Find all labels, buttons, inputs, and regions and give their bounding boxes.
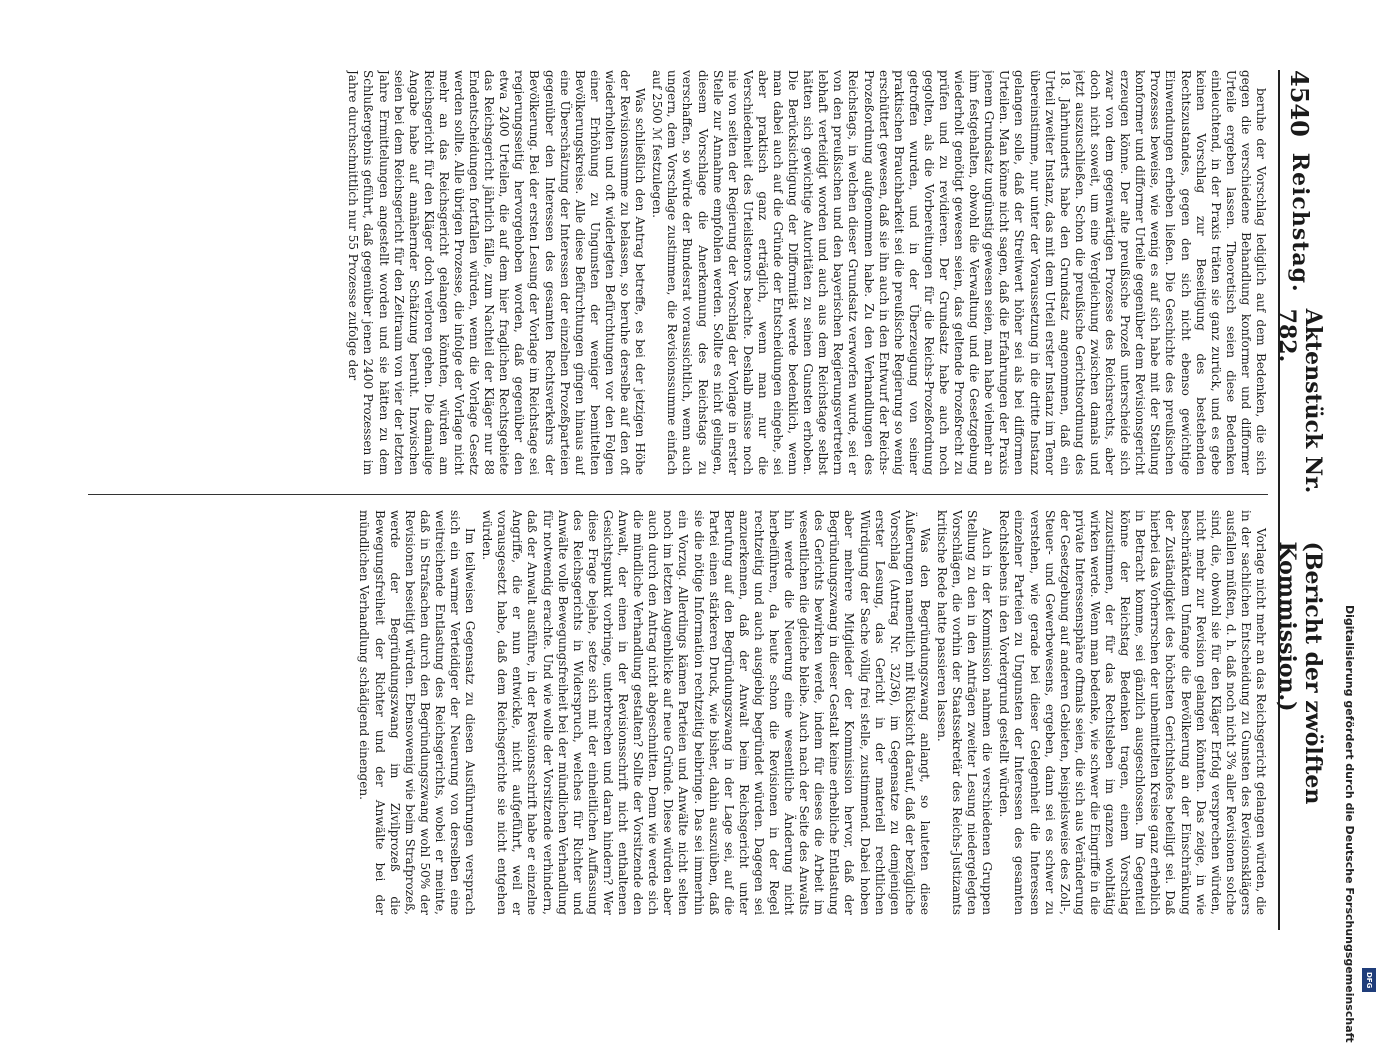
paragraph: Im teilweisen Gegensatz zu diesen Ausführungen versprach sich ein warmer Verteidiger der Neuerung von derselben eine weitreichende Entlastung des Reichsgerichts, wobei er meinte, daß in Strafsachen durch den Begründungszwang wohl 50% der Revisionen beseitigt würden. Ebensowenig wie beim Strafprozeß, werde der Begründungszwang im Zivilprozeß die Bewegungsfreiheit der Richter und der Anwälte bei der mündlichen Verhandlung schädigend einengen. [357,510,478,915]
page-number: 4540 [1285,70,1315,137]
digitization-credit: Digitalisierung gefördert durch die Deutsche Forschungsgemeinschaft [1343,605,1356,1043]
section-title: (Bericht der zwölften Kommission.) [1274,541,1326,805]
right-column [88,510,1268,915]
paragraph: Auch in der Kommission nahmen die verschiedenen Gruppen Stellung zu den in den Anträgen zweiter Lesung niedergelegten Vorschlägen, die vorhin der Staatssekretär des Reichs-Justizamts kritische Rede hatte passieren lassen. [935,510,995,915]
paragraph: Vorlage nicht mehr an das Reichsgericht gelangen würden, die in der sachlichen Entscheidung zu Gunsten des Revisionsklägers ausfallen müßten, d. h. daß noch nicht 3% aller Revisionen solche sind, die, obwohl sie für den Kläger Erfolg versprechen würden, nicht mehr zur Revision gelangen könnten. Das zeige, in wie beschränktem Umfange die Bevölkerung an der Einschränkung der Zuständigkeit des höchsten Gerichtshofes beteiligt sei. Daß hierbei das Vorherrschen der unbemittelten Kreise ganz erheblich in Betracht komme, sei gänzlich ausgeschlossen. Im Gegenteil könne der Reichstag Bedenken tragen, einem Vorschlag zuzustimmen, der für das Rechtsleben im ganzen wohltätig wirken werde. Wenn man bedenke, wie schwer die Eingriffe in die private Interessensphäre oftmals seien, die sich aus Veränderung der Gesetzgebung auf anderen Gebieten, beispielsweise des Zoll-, Steuer- und Gewerbewesens, ergeben, dann sei es schwer zu verstehen, wie gerade bei dieser Gelegenheit die Interessen einzelner Parteien zu Ungunsten der Interessen des gesamten Rechtslebens in den Vordergrund gestellt würden. [997,510,1268,915]
page-header [1274,70,1326,930]
document-title: Aktenstück Nr. 782. [1274,308,1326,494]
column-divider [88,494,1268,495]
journal-title: Reichstag. [1287,152,1313,293]
dfg-logo: DFG [1362,968,1376,992]
paragraph: beruhe der Vorschlag lediglich auf dem Bedenken, die sich gegen die verschiedene Behandlung konformer und difformer Urteile ergeben lassen. Theoretisch seien diese Bedenken einleuchtend, in der Praxis träten sie ganz zurück, und es gebe keinen Vorschlag zur Beseitigung des bestehenden Rechtszustandes, gegen den sich nicht ebenso gewichtige Einwendungen erheben ließen. Die Geschichte des preußischen Prozesses beweise, wie wenig es auf sich habe mit der Stellung konformer und difformer Urteile gegenüber dem Revisionsgericht erzeugen könne. Der alte preußische Prozeß unterscheide sich zwar von dem gegenwärtigen Prozesse des Reichsrechts, aber doch nicht soweit, um eine Vergleichung zwischen damals und jetzt auszuschließen. Schon die preußische Gerichtsordnung des 18. Jahrhunderts habe den Grundsatz angenommen, daß ein Urteil zweiter Instanz, das mit dem Urteil erster Instanz im Tenor übereinstimme, nur unter der Voraussetzung in die dritte Instanz gelangen solle, daß der Streitwert höher sei als bei difformen Urteilen. Man könne nicht sagen, daß die Erfahrungen der Praxis jenem Grundsatz ungünstig gewesen seien, man habe vielmehr an ihm festgehalten, obwohl die Verwaltung und die Gesetzgebung wiederholt genötigt gewesen seien, das geltende Prozeßrecht zu prüfen und zu revidieren. Der Grundsatz habe auch noch gegolten, als die Vorbereitungen für die Reichs-Prozeßordnung getroffen wurden, und in der Überzeugung von seiner praktischen Brauchbarkeit sei die preußische Regierung so wenig erschüttert gewesen, daß sie ihn auch in den Entwurf der Reichs-Prozeßordnung aufgenommen habe. Zu den Verhandlungen des Reichstags, in welchen dieser Grundsatz verworfen wurde, sei er von den preußischen und den bayerischen Regierungsvertretern lebhaft verteidigt worden und auch aus dem Reichstage selbst hätten sich gewichtige Autoritäten zu seinen Gunsten erhoben. Die Berücksichtigung der Difformität werde bedenklich, wenn man dabei auch auf die Gründe der Entscheidungen eingehe, sei aber praktisch ganz erträglich, wenn man nur die Verschiedenheit des Urteilstenors beachte. Deshalb müsse noch nie von seiten der Regierung der Vorschlag der Vorlage in erster Stelle zur Annahme empfohlen werden. Sollte es nicht gelingen, diesem Vorschlage die Anerkennung des Reichstags zu verschaffen, so würde der Bundesrat voraussichtlich, wenn auch ungern, dem Vorschlage zustimmen, die Revisionssumme einfach auf 2500 ℳ festzulegen. [650,70,1268,475]
paragraph: Was den Begründungszwang anlangt, so lauteten diese Äußerungen namentlich mit Rücksicht darauf, daß der bezügliche Vorschlag (Antrag Nr. 32/36), im Gegensatze zu demjenigen erster Lesung, das Gericht in der materiell rechtlichen Würdigung der Sache völlig frei stelle, zustimmend. Dabei hoben aber mehrere Mitglieder der Kommission hervor, daß der Begründungszwang in dieser Gestalt keine erhebliche Entlastung des Gerichts bewirken werde, indem für dieses die Arbeit im wesentlichen die gleiche bleibe. Auch nach der Seite des Anwalts hin werde die Neuerung eine wesentliche Änderung nicht herbeiführen, da heute schon die Revisionen in der Regel rechtzeitig und auch ausgiebig begründet würden. Dagegen sei anzuerkennen, daß der Anwalt beim Reichsgericht unter Berufung auf den Begründungszwang in der Lage sei, auf die Partei einen stärkeren Druck, wie bisher, dahin auszuüben, daß sie die nötige Information rechtzeitig beibringe. Das sei immerhin ein Vorzug. Allerdings kämen Parteien und Anwälte nicht selten noch im letzten Augenblicke auf neue Gründe. Diese würden aber auch durch den Antrag nicht abgeschnitten. Denn wie werde sich die mündliche Verhandlung gestalten? Sollte der Vorsitzende den Anwalt, der einen in der Revisionsschrift nicht enthaltenen Gesichtspunkt vorbringe, unterbrechen und daran hindern? Wer diese Frage bejahe, setze sich mit der einheitlichen Auffassung des Reichsgerichts in Widerspruch, welches für Richter und Anwälte volle Bewegungsfreiheit bei der mündlichen Verhandlung für notwendig erachte. Und wie wolle der Vorsitzende verhindern, daß der Anwalt ausführe, in der Revisionsschrift habe er einzelne Angriffe, die er nun entwickle, nicht aufgeführt, weil er vorausgesetzt habe, daß dem Reichsgerichte sie nicht entgehen würden. [480,510,932,915]
paragraph: Was schließlich den Antrag betreffe, es bei der jetzigen Höhe der Revisionssumme zu belassen, so beruhe derselbe auf den oft wiederholten und oft widerlegten Befürchtungen vor den Folgen einer Erhöhung zu Ungunsten der weniger bemittelten Bevölkerungskreise. Alle diese Befürchtungen gingen hinaus auf eine Überschätzung der Interessen der einzelnen Prozeßparteien gegenüber den Interessen des gesamten Rechtsverkehrs der Bevölkerung. Bei der ersten Lesung der Vorlage im Reichstage sei regierungsseitig hervorgehoben worden, daß gegenüber den etwa 2400 Urteilen, die auf dem hier fraglichen Rechtsgebiete das Reichsgericht jährlich fälle, zum Nachteil der Kläger nur 88 Endentscheidungen fortfallen würden, wenn die Vorlage Gesetz werden sollte. Alle übrigen Prozesse, die infolge der Vorlage nicht mehr an das Reichsgericht gelangen könnten, würden am Reichsgericht für den Kläger doch verloren gehen. Die damalige Angabe habe auf annähernder Schätzung beruht. Inzwischen seien bei dem Reichsgericht für den Zeitraum von vier der letzten Jahre Ermittelungen angestellt worden und sie hätten zu dem Schlußergebnis geführt, daß gegenüber jenen 2400 Prozessen im Jahre durchschnittlich nur 55 Prozesse zufolge der [346,70,648,475]
left-column [88,70,1268,475]
text-columns [88,70,1268,930]
rotated-page [75,70,1326,930]
